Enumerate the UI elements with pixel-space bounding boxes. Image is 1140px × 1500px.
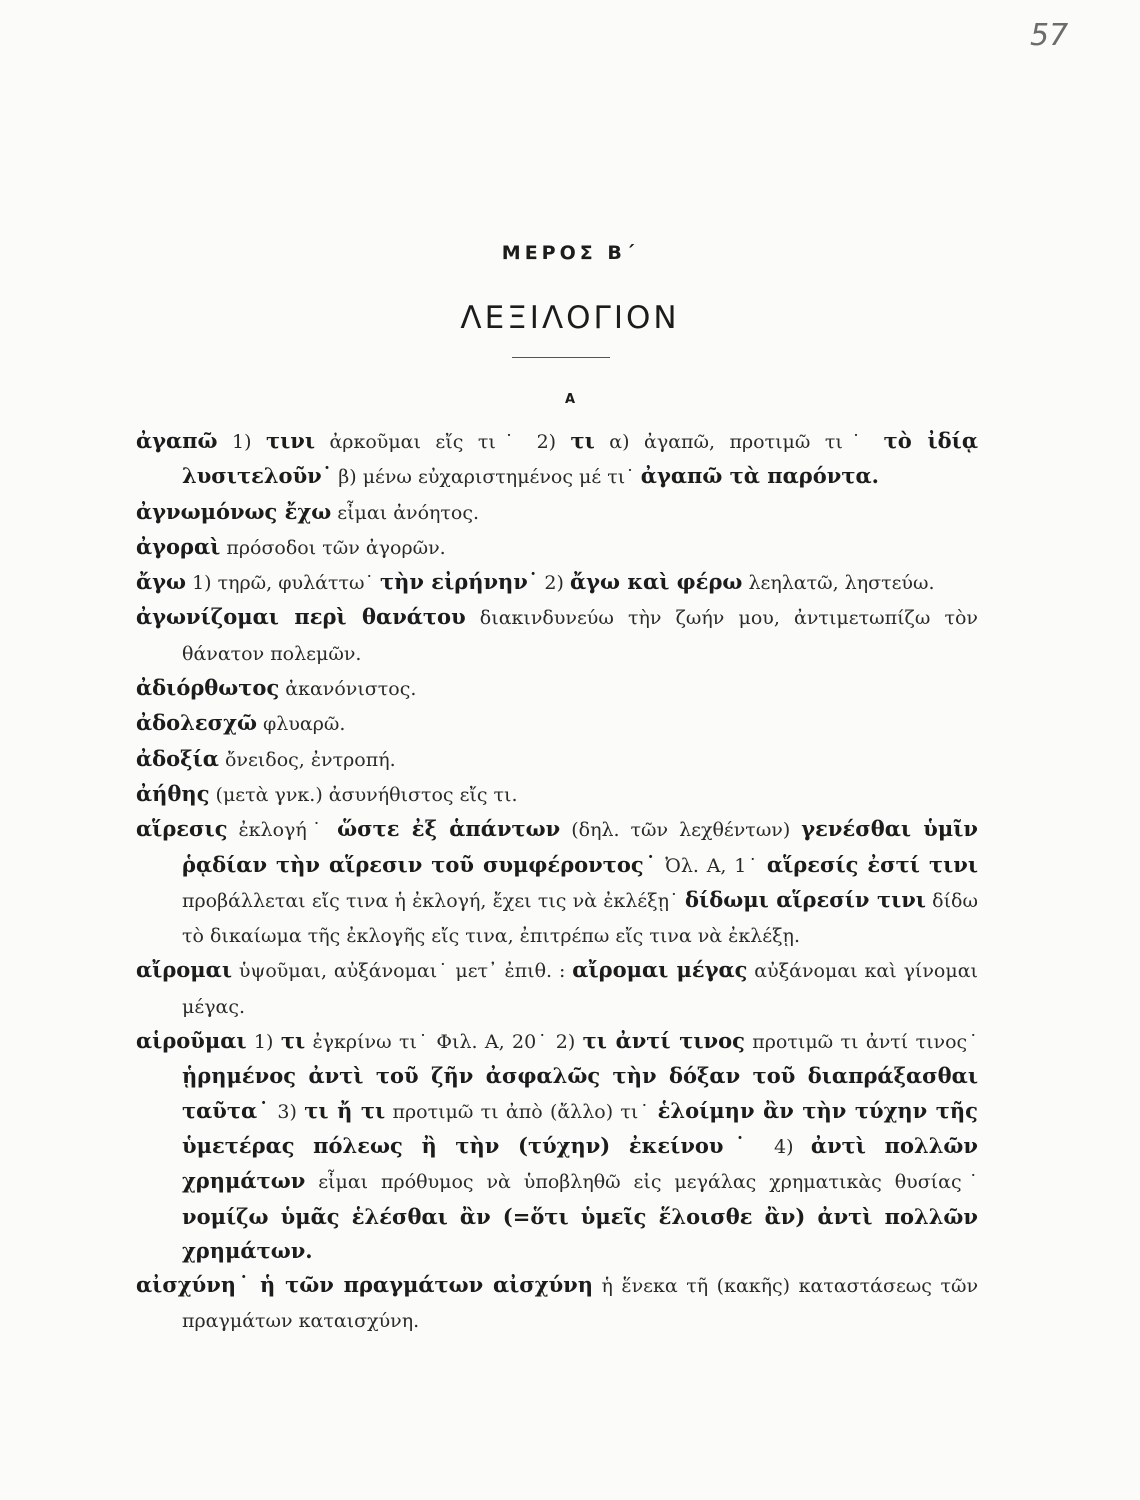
entry-definition: ὄνειδος, ἐντροπή. [218,748,396,771]
entry-headword: ἀδοξία [136,745,219,771]
glossary-entry [136,1024,978,1268]
entry-definition: α) ἀγαπῶ, προτιμῶ τι˙ [594,431,884,453]
entry-phrase: ἄγω καὶ φέρω [569,569,743,595]
entry-definition: ἡ ἕνεκα τῆ (κακῆς) καταστάσεως τῶν πραγμάτων καταισχύνη. [182,1275,978,1333]
section-title: ΛΕΞΙΛΟΓΙΟΝ [460,300,680,336]
entry-definition: προβάλλεται εἴς τινα ἡ ἐκλογή, ἔχει τις νὰ ἐκλέξῃ˙ [182,889,686,912]
entry-headword: ἀγνωμόνως ἔχω [136,498,332,524]
entry-phrase: τὴν εἰρήνην˙ [380,569,539,595]
entry-definition: 1) [246,1031,281,1054]
entry-definition: (δηλ. τῶν λεχθέντων) [560,819,802,842]
entry-phrase: τι [570,428,595,453]
entry-phrase: ᾑρημένος ἀντὶ τοῦ ζῆν ἀσφαλῶς τὴν δόξαν τοῦ διαπράξασθαι ταῦτα˙ [182,1063,978,1123]
glossary-entry [136,1268,978,1339]
entry-phrase: τινι [265,428,316,453]
entry-definition: Ὀλ. Α, 1˙ [657,854,767,877]
glossary-entry [136,671,978,706]
entry-definition: εἶμαι πρόθυμος νὰ ὑποβληθῶ εἰς μεγάλας χρηματικὰς θυσίας˙ [305,1171,978,1194]
part-title: ΜΕΡΟΣ Β΄ [501,242,639,264]
entry-phrase: ἡ τῶν πραγμάτων αἰσχύνη [260,1272,593,1298]
entry-headword: ἀήθης [136,780,210,806]
entry-definition: 3) [270,1100,305,1123]
glossary-entry [136,953,978,1024]
entry-phrase: τὸ ἰδίᾳ λυσιτελοῦν˙ [182,428,978,489]
glossary-entry [136,600,978,671]
entry-definition: ἐκλογή˙ [227,819,338,842]
glossary-entry [136,742,978,777]
entry-phrase: νομίζω ὑμᾶς ἑλέσθαι ἂν (=ὅτι ὑμεῖς ἕλοισθε ἂν) ἀντὶ πολλῶν χρημάτων. [182,1203,978,1263]
entry-headword: ἀγαπῶ [136,428,218,453]
entry-definition: εἶμαι ἀνόητος. [331,501,480,524]
entry-phrase: τι [280,1028,306,1054]
entry-definition: ἐγκρίνω τι˙ Φιλ. Α, 20˙ 2) [305,1031,583,1054]
entry-headword: αἴρομαι [136,957,232,983]
entry-phrase: αἴρομαι μέγας [572,957,748,983]
entry-definition: λεηλατῶ, ληστεύω. [742,572,935,595]
entry-definition: ὑψοῦμαι, αὐξάνομαι˙ μετ᾽ ἐπιθ. : [232,960,573,983]
entry-phrase: γενέσθαι ὑμῖν ῥᾳδίαν τὴν αἵρεσιν τοῦ συμφέροντος˙ [182,816,978,877]
entry-phrase: τι ἤ τι [304,1097,386,1123]
entry-headword: αἵρεσις [136,816,228,842]
entry-definition: ἀκανόνιστος. [279,678,417,701]
entry-definition: φλυαρῶ. [256,713,346,736]
entry-definition: 1) [217,431,266,453]
glossary-entry [136,777,978,812]
entry-definition: προτιμῶ τι ἀντί τινος˙ [744,1031,979,1054]
entry-headword: ἄγω [136,569,187,595]
entry-definition: β) μένω εὐχαριστημένος μέ τι˙ [332,466,641,489]
glossary-entry [136,424,978,495]
glossary-entries [136,424,978,1339]
entry-phrase: ἀγαπῶ τὰ παρόντα. [640,463,879,489]
entry-definition: αὐξάνομαι καὶ γίνομαι μέγας. [182,960,978,1018]
entry-definition: ἀρκοῦμαι εἴς τι˙ 2) [315,431,571,453]
entry-phrase: ὥστε ἐξ ἁπάντων [337,816,561,842]
entry-phrase: τι ἀντί τινος [582,1028,745,1054]
entry-definition: 2) [538,572,570,595]
entry-definition: (μετὰ γνκ.) ἀσυνήθιστος εἴς τι. [209,783,518,806]
letter-heading: Α [564,392,576,407]
glossary-entry [136,495,978,530]
entry-definition: πρόσοδοι τῶν ἀγορῶν. [220,536,446,559]
entry-headword: ἀγωνίζομαι περὶ θανάτου [136,604,466,630]
page-number: 57 [1030,18,1069,53]
entry-headword: ἀγοραὶ [136,533,221,559]
entry-definition: 1) τηρῶ, φυλάττω˙ [186,572,381,595]
glossary-entry [136,565,978,600]
entry-phrase: αἵρεσίς ἐστί τινι [766,851,978,877]
title-divider [512,357,610,358]
glossary-entry [136,530,978,565]
entry-phrase: ἀντὶ πολλῶν χρημάτων [182,1132,978,1194]
entry-headword: αἰσχύνη˙ [136,1272,252,1298]
entry-definition: διακινδυνεύω τὴν ζωήν μου, ἀντιμετωπίζω τὸν θάνατον πολεμῶν. [182,607,978,665]
entry-headword: αἱροῦμαι [136,1028,247,1054]
entry-definition: προτιμῶ τι ἀπὸ (ἄλλο) τι˙ [385,1100,658,1123]
glossary-entry [136,812,978,953]
glossary-entry [136,706,978,741]
entry-phrase: ἑλοίμην ἂν τὴν τύχην τῆς ὑμετέρας πόλεως ἢ τὴν (τύχην) ἐκείνου˙ [182,1097,978,1158]
entry-definition [252,1275,261,1297]
entry-headword: ἀδιόρθωτος [136,675,280,701]
entry-definition: δίδω τὸ δικαίωμα τῆς ἐκλογῆς εἴς τινα, ἐπιτρέπω εἴς τινα νὰ ἐκλέξῃ. [182,889,978,948]
entry-definition: 4) [756,1135,811,1158]
entry-phrase: δίδωμι αἵρεσίν τινι [685,886,926,912]
entry-headword: ἀδολεσχῶ [136,710,257,736]
